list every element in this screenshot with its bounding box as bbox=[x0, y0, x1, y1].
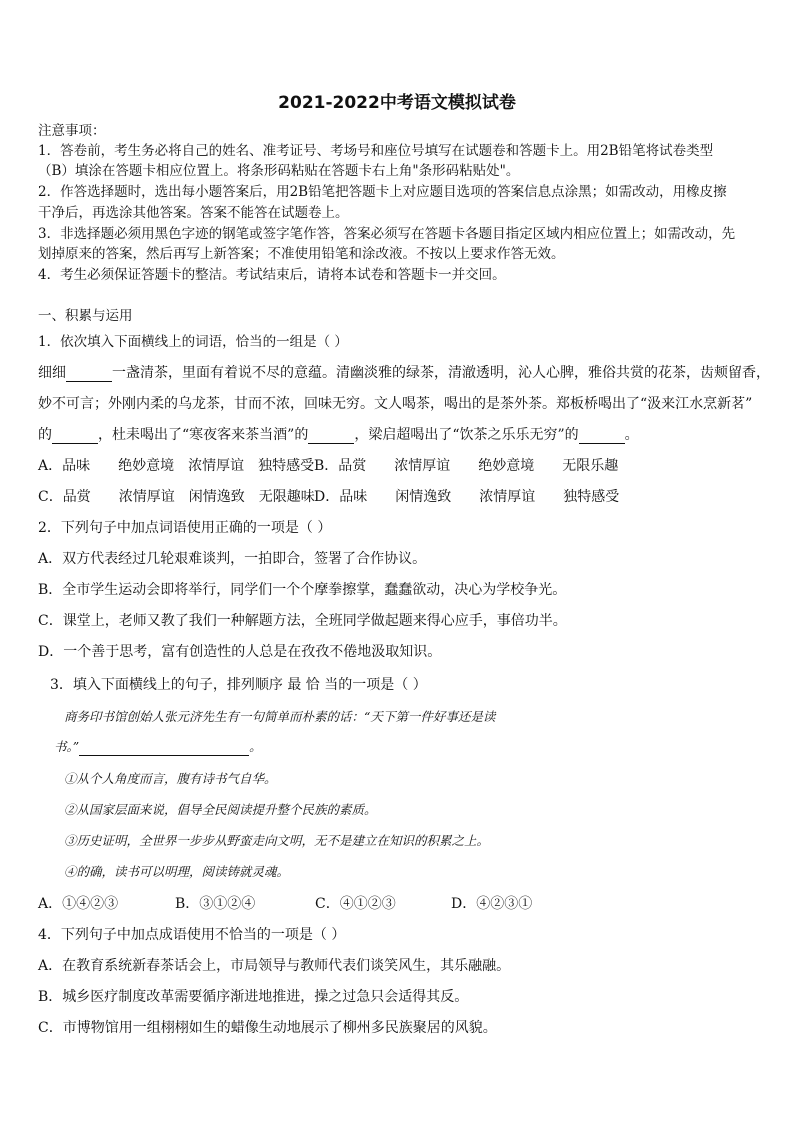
q3-text: 书。” bbox=[54, 739, 80, 754]
notice-line-1: 1．答卷前，考生务必将自己的姓名、准考证号、考场号和座位号填写在试题卷和答题卡上。用2B铅笔将试卷类型 bbox=[38, 143, 714, 159]
q1-text: 。 bbox=[624, 427, 639, 443]
q1-option-c: C．品赏 浓情厚谊 闲情逸致 无限趣味 bbox=[38, 489, 315, 505]
q4-stem: 4．下列句子中加点成语使用不恰当的一项是（ ） bbox=[38, 927, 346, 943]
notice-line-3: 2．作答选择题时，选出每小题答案后，用2B铅笔把答题卡上对应题目选项的答案信息点涂黑；如需改动，用橡皮擦 bbox=[38, 184, 727, 200]
q3-quote-line-2 bbox=[54, 738, 774, 756]
q2-option-a: A．双方代表经过几轮艰难谈判，一拍即合，签署了合作协议。 bbox=[38, 551, 427, 567]
q3-text: 。 bbox=[249, 739, 262, 754]
q3-option-a: A．①④②③ bbox=[38, 896, 119, 912]
q1-text: ，杜耒喝出了“寒夜客来茶当酒”的 bbox=[98, 427, 309, 443]
q1-option-b: B．品赏 浓情厚谊 绝妙意境 无限乐趣 bbox=[314, 458, 619, 474]
q1-text: 细细 bbox=[38, 365, 66, 381]
answer-blank bbox=[52, 429, 98, 444]
q4-option-a: A．在教育系统新春茶话会上，市局领导与教师代表们谈笑风生，其乐融融。 bbox=[38, 958, 511, 974]
q4-option-c: C．市博物馆用一组栩栩如生的蜡像生动地展示了柳州多民族聚居的风貌。 bbox=[38, 1020, 497, 1036]
q3-sentence-1: ①从个人角度而言，腹有诗书气自华。 bbox=[64, 771, 277, 786]
q2-stem: 2．下列句子中加点词语使用正确的一项是（ ） bbox=[38, 520, 332, 536]
q3-option-b: B．③①②④ bbox=[175, 896, 256, 912]
q3-sentence-4: ④的确，读书可以明理，阅读铸就灵魂。 bbox=[64, 864, 290, 879]
q3-quote-line-1: 商务印书馆创始人张元济先生有一句简单而朴素的话：“天下第一件好事还是读 bbox=[64, 709, 496, 724]
section-heading: 一、积累与运用 bbox=[38, 308, 133, 324]
q1-text: ，梁启超喝出了“饮茶之乐乐无穷”的 bbox=[354, 427, 579, 443]
q1-text: 的 bbox=[38, 427, 52, 443]
notice-line-2: （B）填涂在答题卡相应位置上。将条形码粘贴在答题卡右上角"条形码粘贴处"。 bbox=[38, 163, 520, 179]
q3-option-c: C．④①②③ bbox=[315, 896, 396, 912]
q1-text: 一盏清茶，里面有着说不尽的意蕴。清幽淡雅的绿茶，清澈透明，沁人心脾，雅俗共赏的花茶，齿颊留香， bbox=[112, 365, 770, 381]
q2-option-c: C．课堂上，老师又教了我们一种解题方法，全班同学做起题来得心应手，事倍功半。 bbox=[38, 613, 567, 629]
q2-option-b: B．全市学生运动会即将举行，同学们一个个摩拳擦掌，蠢蠢欲动，决心为学校争光。 bbox=[38, 582, 567, 598]
notice-heading: 注意事项： bbox=[38, 123, 106, 139]
q1-stem: 1．依次填入下面横线上的词语，恰当的一组是（ ） bbox=[38, 334, 348, 350]
answer-blank bbox=[579, 429, 625, 444]
q2-option-d: D．一个善于思考，富有创造性的人总是在孜孜不倦地汲取知识。 bbox=[38, 644, 442, 660]
q1-passage-line-1 bbox=[38, 364, 770, 382]
q1-options-row-2 bbox=[38, 488, 758, 506]
notice-line-6: 划掉原来的答案，然后再写上新答案；不准使用铅笔和涂改液。不按以上要求作答无效。 bbox=[38, 246, 565, 262]
answer-blank bbox=[79, 741, 249, 756]
notice-line-7: 4．考生必须保证答题卡的整洁。考试结束后，请将本试卷和答题卡一并交回。 bbox=[38, 267, 506, 283]
answer-blank bbox=[66, 367, 112, 382]
q1-options-row-1 bbox=[38, 457, 758, 475]
q1-option-a: A．品味 绝妙意境 浓情厚谊 独特感受 bbox=[38, 458, 315, 474]
q1-option-d: D．品味 闲情逸致 浓情厚谊 独特感受 bbox=[314, 489, 620, 505]
q3-stem: 3．填入下面横线上的句子，排列顺序 最 恰 当的一项是（ ） bbox=[50, 677, 427, 693]
q3-sentence-3: ③历史证明，全世界一步步从野蛮走向文明，无不是建立在知识的积累之上。 bbox=[64, 833, 490, 848]
page-title: 2021-2022中考语文模拟试卷 bbox=[278, 93, 516, 113]
answer-blank bbox=[308, 429, 354, 444]
q3-options bbox=[38, 895, 758, 913]
q4-option-b: B．城乡医疗制度改革需要循序渐进地推进，操之过急只会适得其反。 bbox=[38, 989, 469, 1005]
notice-line-5: 3．非选择题必须用黑色字迹的钢笔或签字笔作答，答案必须写在答题卡各题目指定区域内相应位置上；如需改动，先 bbox=[38, 226, 736, 242]
q3-sentence-2: ②从国家层面来说，倡导全民阅读提升整个民族的素质。 bbox=[64, 802, 377, 817]
notice-line-4: 干净后，再选涂其他答案。答案不能答在试题卷上。 bbox=[38, 205, 349, 221]
q1-passage-line-3 bbox=[38, 426, 758, 444]
q1-passage-line-2: 妙不可言；外刚内柔的乌龙茶，甘而不浓，回味无穷。文人喝茶，喝出的是茶外茶。郑板桥喝出了“汲来江水烹新茗” bbox=[38, 396, 753, 412]
q3-option-d: D．④②③① bbox=[451, 896, 533, 912]
